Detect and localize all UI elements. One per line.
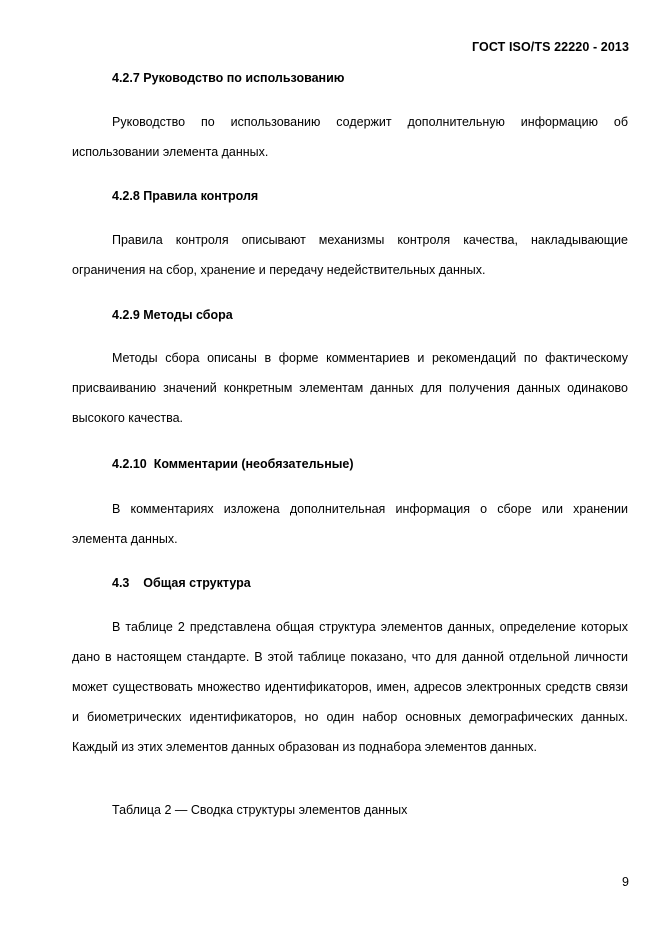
section-text-4-3: В таблице 2 представлена общая структура элементов данных, определение которых дано в настоящем стандарте. В этой таблице показано, что для данной отдельной личности может существовать множество идентификаторов, имен, адресов электронных средств связи и биометрических идентификаторов, но один набор основных демографических данных. Каждый из этих элементов данных образован из поднабора элементов данных. bbox=[72, 620, 628, 754]
section-heading-4-2-9: 4.2.9 Методы сбора bbox=[112, 308, 233, 322]
section-heading-4-2-7: 4.2.7 Руководство по использованию bbox=[112, 71, 345, 85]
section-text-4-2-8: Правила контроля описывают механизмы контроля качества, накладывающие ограничения на сбор, хранение и передачу недействительных данных. bbox=[72, 233, 628, 277]
section-text-4-2-9: Методы сбора описаны в форме комментариев и рекомендаций по фактическому присваиванию значений конкретным элементам данных для получения данных одинаково высокого качества. bbox=[72, 351, 628, 425]
page-number: 9 bbox=[622, 875, 629, 889]
section-text-4-2-10: В комментариях изложена дополнительная информация о сборе или хранении элемента данных. bbox=[72, 502, 628, 546]
section-text-4-2-7: Руководство по использованию содержит дополнительную информацию об использовании элемента данных. bbox=[72, 115, 628, 159]
section-heading-4-3: 4.3 Общая структура bbox=[112, 576, 251, 590]
document-header: ГОСТ ISO/TS 22220 - 2013 bbox=[472, 40, 629, 54]
table-caption: Таблица 2 — Сводка структуры элементов данных bbox=[112, 803, 408, 817]
section-heading-4-2-8: 4.2.8 Правила контроля bbox=[112, 189, 259, 203]
section-heading-4-2-10: 4.2.10 Комментарии (необязательные) bbox=[112, 457, 354, 471]
